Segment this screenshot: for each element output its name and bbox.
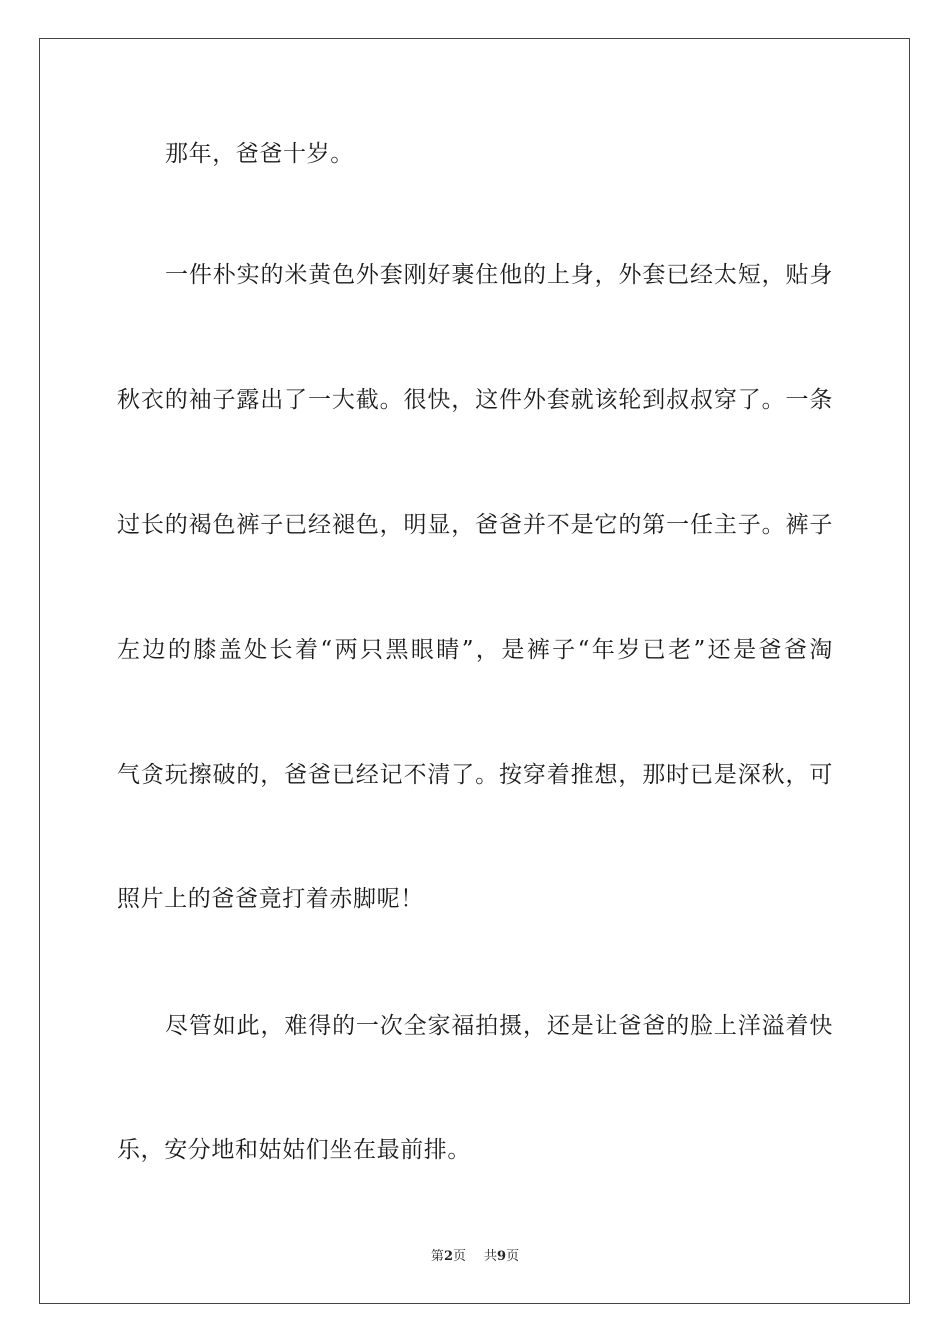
current-page-number: 2 <box>443 1249 453 1264</box>
total-suffix: 页 <box>506 1249 520 1264</box>
paragraph-2-line-1: 一件朴实的米黄色外套刚好裹住他的上身，外套已经太短，贴身 <box>165 262 833 288</box>
paragraph-2-line-6: 照片上的爸爸竟打着赤脚呢！ <box>117 886 424 912</box>
paragraph-3-line-2: 乐，安分地和姑姑们坐在最前排。 <box>117 1137 471 1163</box>
page-prefix: 第 <box>430 1249 444 1264</box>
total-prefix: 共 <box>484 1249 498 1264</box>
total-page-number: 9 <box>497 1249 507 1264</box>
paragraph-2-line-2: 秋衣的袖子露出了一大截。很快，这件外套就该轮到叔叔穿了。一条 <box>117 387 833 413</box>
page-footer <box>0 1248 950 1266</box>
paragraph-2-line-4: 左边的膝盖处长着“两只黑眼睛”，是裤子“年岁已老”还是爸爸淘 <box>117 637 833 663</box>
paragraph-1-line-1: 那年，爸爸十岁。 <box>165 141 354 167</box>
paragraph-2-line-5: 气贪玩擦破的，爸爸已经记不清了。按穿着推想，那时已是深秋，可 <box>117 762 833 788</box>
page-border <box>39 38 910 1304</box>
page-suffix: 页 <box>452 1249 466 1264</box>
paragraph-2-line-3: 过长的褐色裤子已经褪色，明显，爸爸并不是它的第一任主子。裤子 <box>117 512 833 538</box>
paragraph-3-line-1: 尽管如此，难得的一次全家福拍摄，还是让爸爸的脸上洋溢着快 <box>165 1013 833 1039</box>
